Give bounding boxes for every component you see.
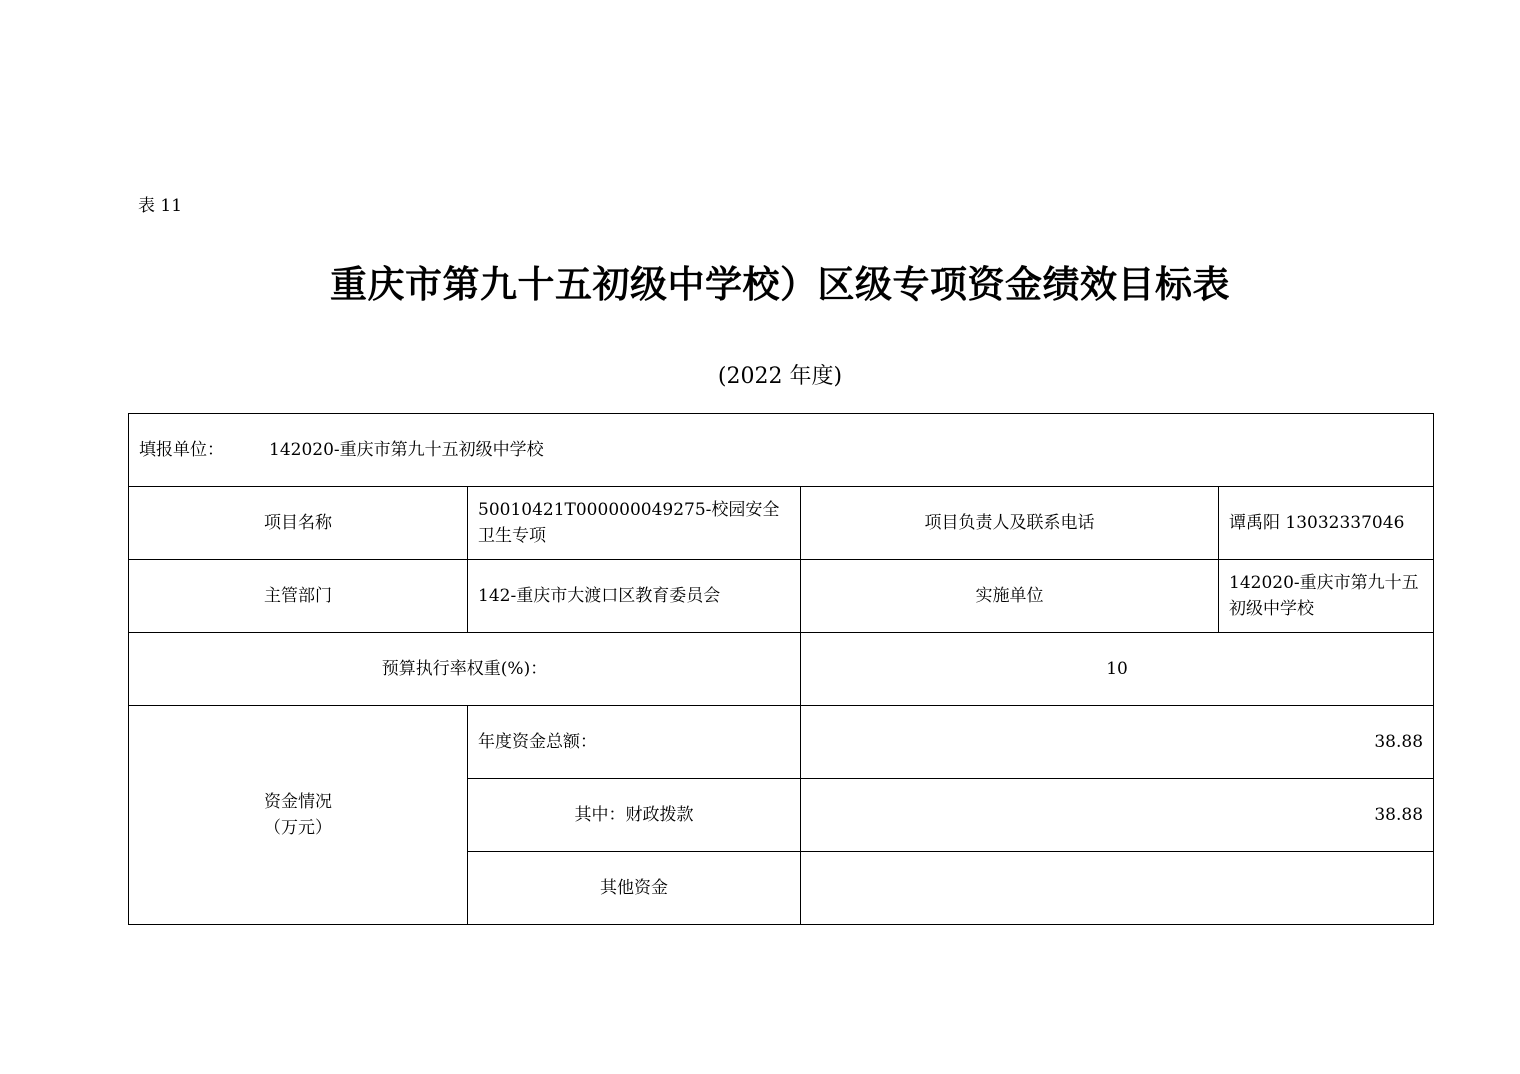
budget-weight-value: 10 [801, 633, 1434, 706]
project-name-label: 项目名称 [129, 487, 468, 560]
other-funds-value [801, 852, 1434, 925]
table-row-department [129, 560, 1434, 633]
annual-total-value: 38.88 [801, 706, 1434, 779]
reporting-unit-value: 142020-重庆市第九十五初级中学校 [269, 440, 544, 460]
budget-weight-label: 预算执行率权重(%)： [129, 633, 801, 706]
impl-unit-label: 实施单位 [801, 560, 1219, 633]
annual-total-label: 年度资金总额： [468, 706, 801, 779]
project-leader-value: 谭禹阳 13032337046 [1219, 487, 1434, 560]
table-row-reporting-unit [129, 414, 1434, 487]
document-year: (2022 年度) [717, 364, 843, 389]
project-leader-label: 项目负责人及联系电话 [801, 487, 1219, 560]
performance-target-table [128, 413, 1434, 925]
funds-label-line1: 资金情况 [264, 792, 332, 812]
dept-label: 主管部门 [129, 560, 468, 633]
funds-label [129, 706, 468, 925]
table-row-budget-weight [129, 633, 1434, 706]
reporting-unit-cell [129, 414, 1434, 487]
fiscal-value: 38.88 [801, 779, 1434, 852]
table-row-project [129, 487, 1434, 560]
table-row-annual-total [129, 706, 1434, 779]
impl-unit-value: 142020-重庆市第九十五初级中学校 [1219, 560, 1434, 633]
dept-value: 142-重庆市大渡口区教育委员会 [468, 560, 801, 633]
project-name-value: 50010421T000000049275-校园安全卫生专项 [468, 487, 801, 560]
fiscal-label: 其中：财政拨款 [468, 779, 801, 852]
other-funds-label: 其他资金 [468, 852, 801, 925]
reporting-unit-label: 填报单位： [139, 440, 224, 460]
document-title: 重庆市第九十五初级中学校）区级专项资金绩效目标表 [330, 263, 1230, 306]
table-number: 表 11 [138, 196, 183, 216]
funds-label-line2: （万元） [264, 818, 332, 838]
